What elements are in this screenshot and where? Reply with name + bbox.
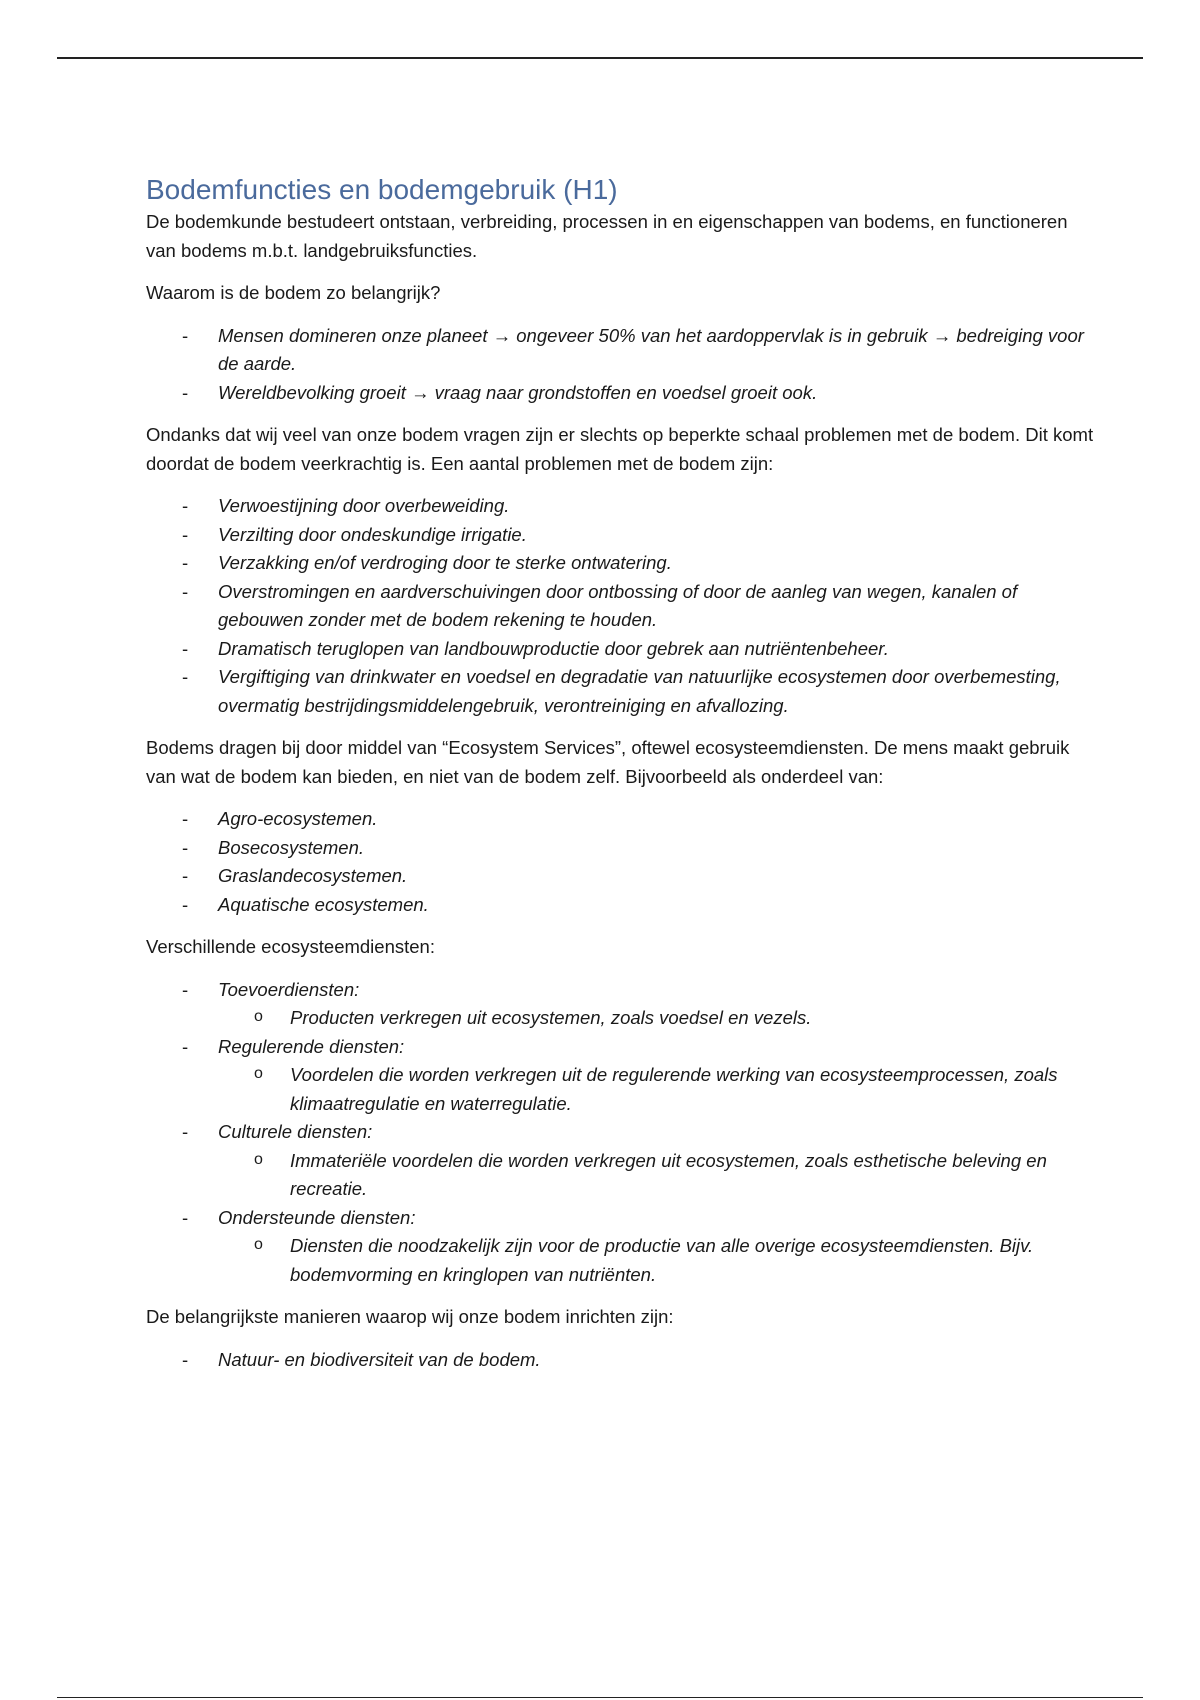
importance-list <box>146 322 1101 408</box>
list-item: - Mensen domineren onze planeet → ongeveer 50% van het aardoppervlak is in gebruik → bedreiging voor de aarde. <box>146 322 1101 379</box>
list-item: - Bosecosystemen. <box>146 834 1101 863</box>
service-description: o Immateriële voordelen die worden verkregen uit ecosystemen, zoals esthetische beleving en recreatie. <box>218 1147 1101 1204</box>
service-name: Ondersteunde diensten: <box>218 1206 416 1228</box>
service-item <box>146 1204 1101 1290</box>
intro-paragraph: De bodemkunde bestudeert ontstaan, verbreiding, processen in en eigenschappen van bodems, en functioneren van bodems m.b.t. landgebruiksfuncties. <box>146 211 1068 261</box>
list-item: - Overstromingen en aardverschuivingen door ontbossing of door de aanleg van wegen, kanalen of gebouwen zonder met de bodem rekening te houden. <box>146 578 1101 635</box>
problems-list <box>146 492 1101 720</box>
service-item <box>146 1033 1101 1119</box>
ecosystems-list <box>146 805 1101 919</box>
services-list <box>146 976 1101 1290</box>
service-description: o Producten verkregen uit ecosystemen, zoals voedsel en vezels. <box>218 1004 1101 1033</box>
service-sublist <box>218 1004 1101 1033</box>
list-item: - Verzakking en/of verdroging door te sterke ontwatering. <box>146 549 1101 578</box>
service-name: Regulerende diensten: <box>218 1035 405 1057</box>
page-title: Bodemfuncties en bodemgebruik (H1) <box>146 174 618 205</box>
service-sublist <box>218 1147 1101 1204</box>
list-item: - Graslandecosystemen. <box>146 862 1101 891</box>
list-item: - Wereldbevolking groeit → vraag naar grondstoffen en voedsel groeit ook. <box>146 379 1101 408</box>
service-name: Culturele diensten: <box>218 1121 373 1142</box>
question-paragraph: Waarom is de bodem zo belangrijk? <box>146 282 441 303</box>
service-description: o Diensten die noodzakelijk zijn voor de productie van alle overige ecosysteemdiensten. Bijv. bodemvorming en kringlopen van nutriënten. <box>218 1232 1101 1289</box>
land-use-paragraph: De belangrijkste manieren waarop wij onze bodem inrichten zijn: <box>146 1306 674 1327</box>
services-heading-paragraph: Verschillende ecosysteemdiensten: <box>146 936 435 957</box>
ecosystem-services-paragraph: Bodems dragen bij door middel van “Ecosystem Services”, oftewel ecosysteemdiensten. De mens maakt gebruik van wat de bodem kan bieden, en niet van de bodem zelf. Bijvoorbeeld als onderdeel van: <box>146 737 1070 787</box>
service-item <box>146 1118 1101 1204</box>
list-item: - Verwoestijning door overbeweiding. <box>146 492 1101 521</box>
list-item: - Aquatische ecosystemen. <box>146 891 1101 920</box>
problems-paragraph: Ondanks dat wij veel van onze bodem vragen zijn er slechts op beperkte schaal problemen met de bodem. Dit komt doordat de bodem veerkrachtig is. Een aantal problemen met de bodem zijn: <box>146 424 1094 474</box>
service-name: Toevoerdiensten: <box>218 978 360 1000</box>
list-item: - Agro-ecosystemen. <box>146 805 1101 834</box>
document-body <box>146 172 1101 1388</box>
land-use-list <box>146 1346 1101 1375</box>
service-item <box>146 976 1101 1033</box>
list-item: - Natuur- en biodiversiteit van de bodem. <box>146 1346 1101 1375</box>
service-sublist <box>218 1061 1101 1118</box>
list-item: - Vergiftiging van drinkwater en voedsel en degradatie van natuurlijke ecosystemen door overbemesting, overmatig bestrijdingsmiddelengebruik, verontreiniging en afvallozing. <box>146 663 1101 720</box>
service-sublist <box>218 1232 1101 1289</box>
bottom-rule <box>57 1697 1143 1698</box>
top-rule <box>57 57 1143 59</box>
service-description: o Voordelen die worden verkregen uit de regulerende werking van ecosysteemprocessen, zoals klimaatregulatie en waterregulatie. <box>218 1061 1101 1118</box>
list-item: - Dramatisch teruglopen van landbouwproductie door gebrek aan nutriëntenbeheer. <box>146 635 1101 664</box>
list-item: - Verzilting door ondeskundige irrigatie. <box>146 521 1101 550</box>
